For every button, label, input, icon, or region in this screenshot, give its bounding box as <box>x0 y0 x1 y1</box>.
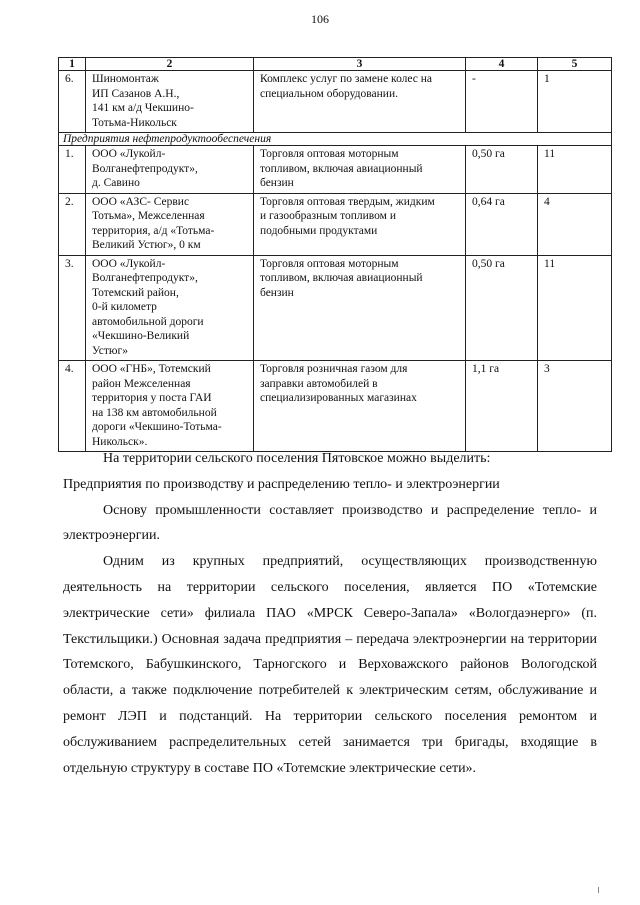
cell-num: 6. <box>59 71 86 133</box>
section-row <box>59 133 612 146</box>
cell-activity: Комплекс услуг по замене колес на специальном оборудовании. <box>254 71 466 133</box>
cell-activity: Торговля оптовая моторным топливом, включая авиационный бензин <box>254 146 466 194</box>
table-row <box>59 255 612 361</box>
cell-count: 4 <box>538 193 612 255</box>
cell-name: ООО «Лукойл- Волганефтепродукт», д. Савино <box>86 146 254 194</box>
cell-count: 3 <box>538 361 612 452</box>
table-row <box>59 193 612 255</box>
cell-num: 3. <box>59 255 86 361</box>
header-col-3: 3 <box>254 58 466 71</box>
cell-area: 0,50 га <box>466 255 538 361</box>
table-header-row <box>59 58 612 71</box>
cell-name: ООО «Лукойл- Волганефтепродукт», Тотемский район, 0-й километр автомобильной дороги «Чекшино-Великий Устюг» <box>86 255 254 361</box>
cell-name: ООО «ГНБ», Тотемский район Межселенная территория у поста ГАИ на 138 км автомобильной дороги «Чекшино-Тотьма- Никольск». <box>86 361 254 452</box>
cell-num: 2. <box>59 193 86 255</box>
table-row <box>59 361 612 452</box>
cell-area: 0,50 га <box>466 146 538 194</box>
cell-activity: Торговля оптовая твердым, жидким и газообразным топливом и подобными продуктами <box>254 193 466 255</box>
cell-name: Шиномонтаж ИП Сазанов А.Н., 141 км а/д Чекшино- Тотьма-Никольск <box>86 71 254 133</box>
cell-area: 0,64 га <box>466 193 538 255</box>
header-col-1: 1 <box>59 58 86 71</box>
cell-num: 4. <box>59 361 86 452</box>
enterprise-table <box>58 57 612 452</box>
cell-num: 1. <box>59 146 86 194</box>
table-row <box>59 146 612 194</box>
cell-count: 11 <box>538 255 612 361</box>
cell-area: 1,1 га <box>466 361 538 452</box>
cell-count: 11 <box>538 146 612 194</box>
cell-activity: Торговля оптовая моторным топливом, включая авиационный бензин <box>254 255 466 361</box>
section-title: Предприятия нефтепродуктообеспечения <box>59 133 612 146</box>
header-col-4: 4 <box>466 58 538 71</box>
header-col-2: 2 <box>86 58 254 71</box>
table-row <box>59 71 612 133</box>
header-col-5: 5 <box>538 58 612 71</box>
body-text <box>63 446 597 781</box>
page-number: 106 <box>311 12 329 26</box>
cell-name: ООО «АЗС- Сервис Тотьма», Межселенная территория, а/д «Тотьма- Великий Устюг», 0 км <box>86 193 254 255</box>
cell-count: 1 <box>538 71 612 133</box>
cell-activity: Торговля розничная газом для заправки автомобилей в специализированных магазинах <box>254 361 466 452</box>
paragraph-intro: На территории сельского поселения Пятовское можно выделить: <box>103 451 491 466</box>
paragraph-basis: Основу промышленности составляет производство и распределение тепло- и электроэнергии. <box>63 502 597 544</box>
cell-area: - <box>466 71 538 133</box>
paragraph-main: Одним из крупных предприятий, осуществляющих производственную деятельность на территории сельского поселения, является ПО «Тотемские электрические сети» филиала ПАО «МРСК Северо-Запала» «Вологдаэнерго» (п. Текстильщики.) Основная задача предприятия – передача электроэнергии на территории Тотемского, Бабушкинского, Тарногского и Верховажского районов Вологодской области, а также подключение потребителей к электрическим сетям, обслуживание и ремонт ЛЭП и подстанций. На территории сельского поселения ремонтом и обслуживанием распределительных сетей занимается три бригады, входящие в отдельную структуру в составе ПО «Тотемские электрические сети». <box>63 554 597 776</box>
paragraph-subheading: Предприятия по производству и распределению тепло- и электроэнергии <box>63 476 500 492</box>
scan-mark <box>598 887 599 893</box>
